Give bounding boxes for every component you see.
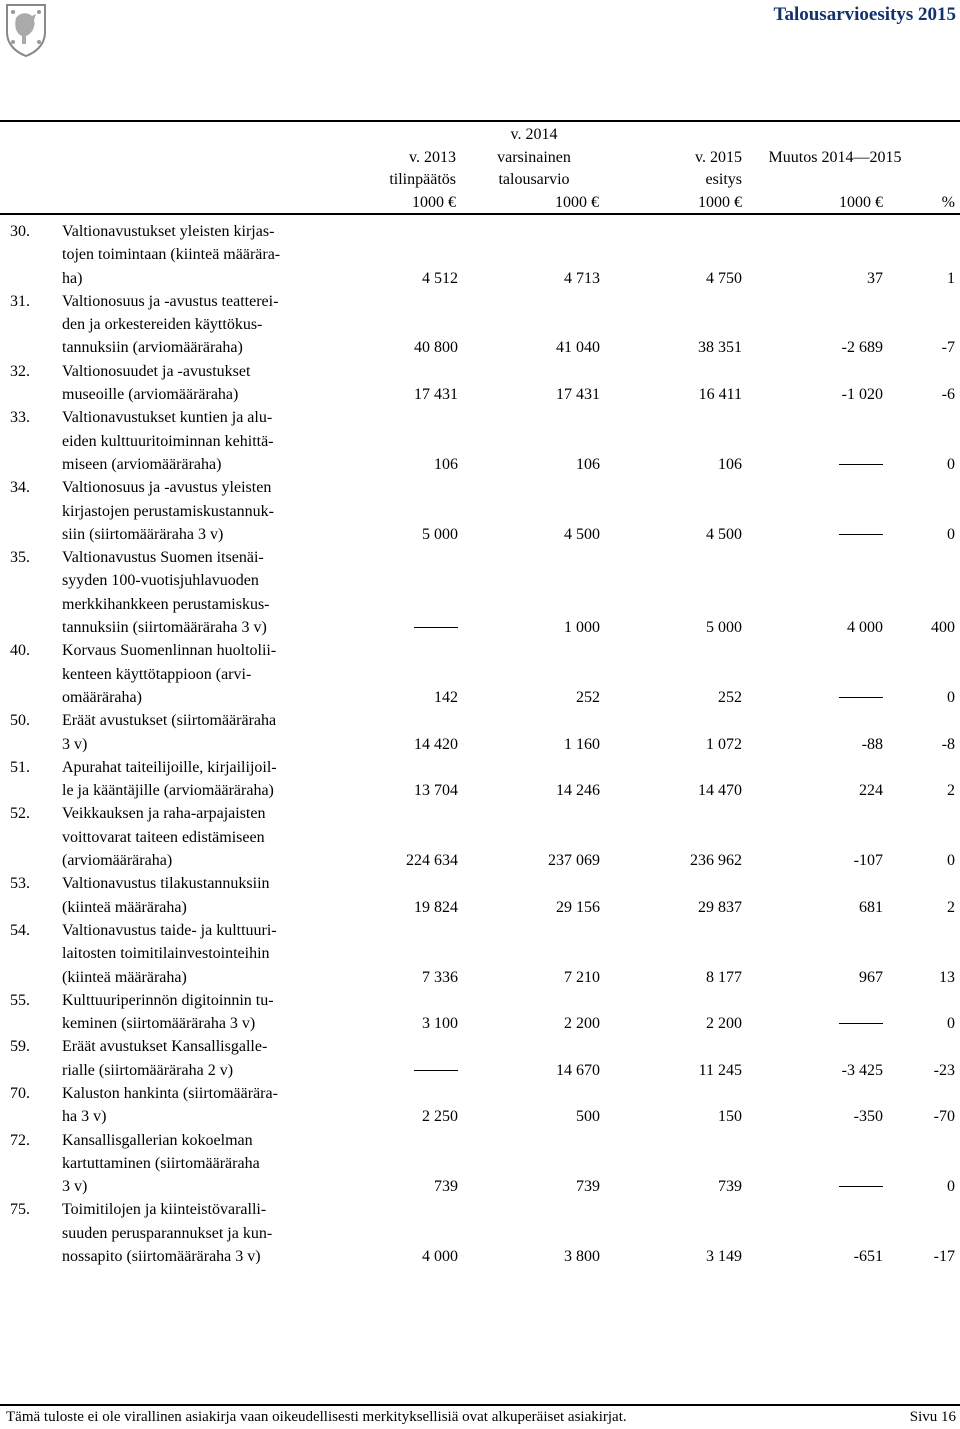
value-2013: 14 420 [414, 735, 458, 753]
dash-mark [839, 464, 883, 465]
value-2013: 7 336 [422, 968, 458, 986]
value-2013: 106 [434, 455, 458, 473]
item-number: 59. [10, 1038, 30, 1056]
value-2015: 1 072 [706, 735, 742, 753]
value-2015: 3 149 [706, 1248, 742, 1266]
table-row [0, 220, 960, 290]
item-number: 72. [10, 1131, 30, 1149]
item-number: 54. [10, 921, 30, 939]
value-percent: 0 [947, 688, 955, 706]
value-change: 681 [859, 898, 883, 916]
value-2015: 29 837 [698, 898, 742, 916]
value-percent: -8 [941, 735, 955, 753]
value-2013: 40 800 [414, 339, 458, 357]
value-change: -88 [861, 735, 883, 753]
item-label: Kulttuuriperinnön digitoinnin tu- keminen (siirtomääräraha 3 v) [62, 991, 274, 1033]
value-2013: 13 704 [414, 782, 458, 800]
item-label: Veikkauksen ja raha-arpajaisten voittovarat taiteen edistämiseen (arviomääräraha) [62, 805, 266, 870]
value-2013: 2 250 [422, 1108, 458, 1126]
value-2015: 150 [718, 1108, 742, 1126]
value-2014: 252 [576, 688, 600, 706]
value-2015: 2 200 [706, 1015, 742, 1033]
value-percent: 2 [947, 898, 955, 916]
value-2015: 5 000 [706, 619, 742, 637]
value-2014: 41 040 [556, 339, 600, 357]
value-2014: 7 210 [564, 968, 600, 986]
item-number: 52. [10, 805, 30, 823]
value-2013: 739 [434, 1178, 458, 1196]
value-2013 [414, 616, 458, 639]
item-label: Valtionavustukset kuntien ja alu- eiden kulttuuritoiminnan kehittä- miseen (arviomääräraha) [62, 409, 274, 473]
value-2013: 3 100 [422, 1015, 458, 1033]
value-2014: 29 156 [556, 898, 600, 916]
page-number: Sivu 16 [909, 1409, 956, 1425]
document-title: Talousarvioesitys 2015 [773, 4, 956, 25]
value-change: 4 000 [847, 619, 883, 637]
dash-mark [414, 1070, 458, 1071]
value-change [839, 686, 883, 709]
value-2013: 5 000 [422, 525, 458, 543]
value-2014: 17 431 [556, 386, 600, 404]
value-2014: 1 000 [564, 619, 600, 637]
table-row [0, 802, 960, 872]
item-label: Eräät avustukset (siirtomääräraha 3 v) [62, 712, 277, 753]
value-2014: 4 500 [564, 525, 600, 543]
value-2013 [414, 1059, 458, 1082]
value-2014: 1 160 [564, 735, 600, 753]
column-header-change: Muutos 2014—2015 1000 € [768, 148, 902, 211]
table-row [0, 989, 960, 1036]
item-number: 53. [10, 875, 30, 893]
dash-mark [839, 1186, 883, 1187]
value-change: -2 689 [841, 339, 883, 357]
value-change: -3 425 [841, 1061, 883, 1079]
item-number: 31. [10, 292, 30, 310]
table-row [0, 1035, 960, 1082]
value-change [839, 523, 883, 546]
item-label: Valtionosuudet ja -avustukset museoille (arviomääräraha) [62, 362, 251, 404]
value-2015: 8 177 [706, 968, 742, 986]
value-2014: 500 [576, 1108, 600, 1126]
item-number: 32. [10, 362, 30, 380]
value-change: -107 [853, 852, 883, 870]
value-percent: 400 [931, 619, 955, 637]
value-2014: 2 200 [564, 1015, 600, 1033]
value-change [839, 1175, 883, 1198]
value-change: 37 [867, 269, 883, 287]
value-change [839, 1012, 883, 1035]
table-row [0, 406, 960, 476]
item-number: 75. [10, 1201, 30, 1219]
table-row [0, 290, 960, 360]
value-change: -651 [853, 1248, 883, 1266]
value-2015: 106 [718, 455, 742, 473]
value-percent: -23 [933, 1061, 955, 1079]
item-label: Valtionavustukset yleisten kirjas- tojen toimintaan (kiinteä määrära- ha) [62, 223, 281, 287]
table-row [0, 1082, 960, 1129]
table-row [0, 756, 960, 803]
column-header-percent: % [941, 193, 955, 211]
table-row [0, 546, 960, 639]
value-2015: 14 470 [698, 782, 742, 800]
value-2013: 17 431 [414, 386, 458, 404]
item-label: Kansallisgallerian kokoelman kartuttaminen (siirtomääräraha 3 v) [62, 1131, 260, 1196]
value-2013: 19 824 [414, 898, 458, 916]
value-percent: 0 [947, 455, 955, 473]
value-percent: 0 [947, 1015, 955, 1033]
budget-table [0, 220, 960, 1268]
value-change: 967 [859, 968, 883, 986]
item-number: 30. [10, 223, 30, 240]
value-2014: 739 [576, 1178, 600, 1196]
value-percent: 13 [939, 968, 955, 986]
item-label: Eräät avustukset Kansallisgalle- rialle (siirtomääräraha 2 v) [62, 1038, 268, 1079]
table-row [0, 872, 960, 919]
table-header-divider [0, 213, 960, 215]
value-percent: 0 [947, 852, 955, 870]
table-row [0, 919, 960, 989]
value-change [839, 453, 883, 476]
value-2015: 16 411 [698, 386, 742, 404]
table-row [0, 360, 960, 407]
table-row [0, 639, 960, 709]
value-2015: 236 962 [690, 852, 742, 870]
column-header-2014: v. 2014 varsinainen talousarvio 1000 € [497, 126, 599, 211]
value-percent: -70 [933, 1108, 955, 1126]
dash-mark [414, 627, 458, 628]
table-row [0, 476, 960, 546]
dash-mark [839, 1023, 883, 1024]
item-number: 70. [10, 1084, 30, 1102]
value-2015: 252 [718, 688, 742, 706]
value-2015: 38 351 [698, 339, 742, 357]
value-percent: -6 [941, 386, 955, 404]
value-2013: 4 512 [422, 269, 458, 287]
item-label: Valtionosuus ja -avustus teatterei- den ja orkestereiden käyttökus- tannuksiin (arviomääräraha) [62, 292, 279, 357]
value-2014: 14 670 [556, 1061, 600, 1079]
footer-disclaimer: Tämä tuloste ei ole virallinen asiakirja vaan oikeudellisesti merkityksellisiä ovat alkuperäiset asiakirjat. [6, 1409, 627, 1425]
value-change: -350 [853, 1108, 883, 1126]
value-2014: 237 069 [548, 852, 600, 870]
dash-mark [839, 697, 883, 698]
value-percent: 1 [947, 269, 955, 287]
item-label: Kaluston hankinta (siirtomäärära- ha 3 v) [62, 1084, 278, 1126]
value-percent: -7 [941, 339, 955, 357]
finnish-coat-of-arms-icon [4, 2, 48, 58]
value-percent: -17 [933, 1248, 955, 1266]
value-percent: 2 [947, 782, 955, 800]
item-number: 34. [10, 479, 30, 497]
item-label: Korvaus Suomenlinnan huoltolii- kenteen käyttötappioon (arvi- omääräraha) [62, 642, 277, 706]
value-change: -1 020 [841, 386, 883, 404]
value-2014: 3 800 [564, 1248, 600, 1266]
item-number: 33. [10, 409, 30, 427]
item-number: 51. [10, 758, 30, 776]
value-2013: 224 634 [406, 852, 458, 870]
value-percent: 0 [947, 525, 955, 543]
value-percent: 0 [947, 1178, 955, 1196]
table-row [0, 709, 960, 756]
value-2015: 11 245 [698, 1061, 742, 1079]
value-2013: 4 000 [422, 1248, 458, 1266]
item-number: 35. [10, 549, 30, 567]
value-2015: 4 750 [706, 269, 742, 287]
value-2014: 4 713 [564, 269, 600, 287]
item-number: 40. [10, 642, 30, 660]
value-change: 224 [859, 782, 883, 800]
item-label: Toimitilojen ja kiinteistövaralli- suuden perusparannukset ja kun- nossapito (siirtomääräraha 3 v) [62, 1201, 273, 1266]
value-2015: 739 [718, 1178, 742, 1196]
table-row [0, 1129, 960, 1199]
header-divider [0, 120, 960, 122]
value-2015: 4 500 [706, 525, 742, 543]
value-2014: 106 [576, 455, 600, 473]
column-header-2013: v. 2013 tilinpäätös 1000 € [389, 148, 456, 211]
value-2013: 142 [434, 688, 458, 706]
footer-divider [0, 1404, 960, 1406]
item-number: 55. [10, 991, 30, 1009]
item-label: Apurahat taiteilijoille, kirjailijoil- le ja kääntäjille (arviomääräraha) [62, 758, 277, 800]
item-label: Valtionavustus Suomen itsenäi- syyden 100-vuotisjuhlavuoden merkkihankkeen perustamiskus- tannuksiin (siirtomääräraha 3 v) [62, 549, 270, 637]
value-2014: 14 246 [556, 782, 600, 800]
item-number: 50. [10, 712, 30, 730]
item-label: Valtionosuus ja -avustus yleisten kirjastojen perustamiskustannuk- siin (siirtomääräraha 3 v) [62, 479, 274, 543]
item-label: Valtionavustus taide- ja kulttuuri- laitosten toimitilainvestointeihin (kiinteä määräraha) [62, 921, 277, 986]
item-label: Valtionavustus tilakustannuksiin (kiinteä määräraha) [62, 875, 270, 916]
dash-mark [839, 534, 883, 535]
column-header-2015: v. 2015 esitys 1000 € [695, 148, 742, 211]
table-row [0, 1198, 960, 1268]
